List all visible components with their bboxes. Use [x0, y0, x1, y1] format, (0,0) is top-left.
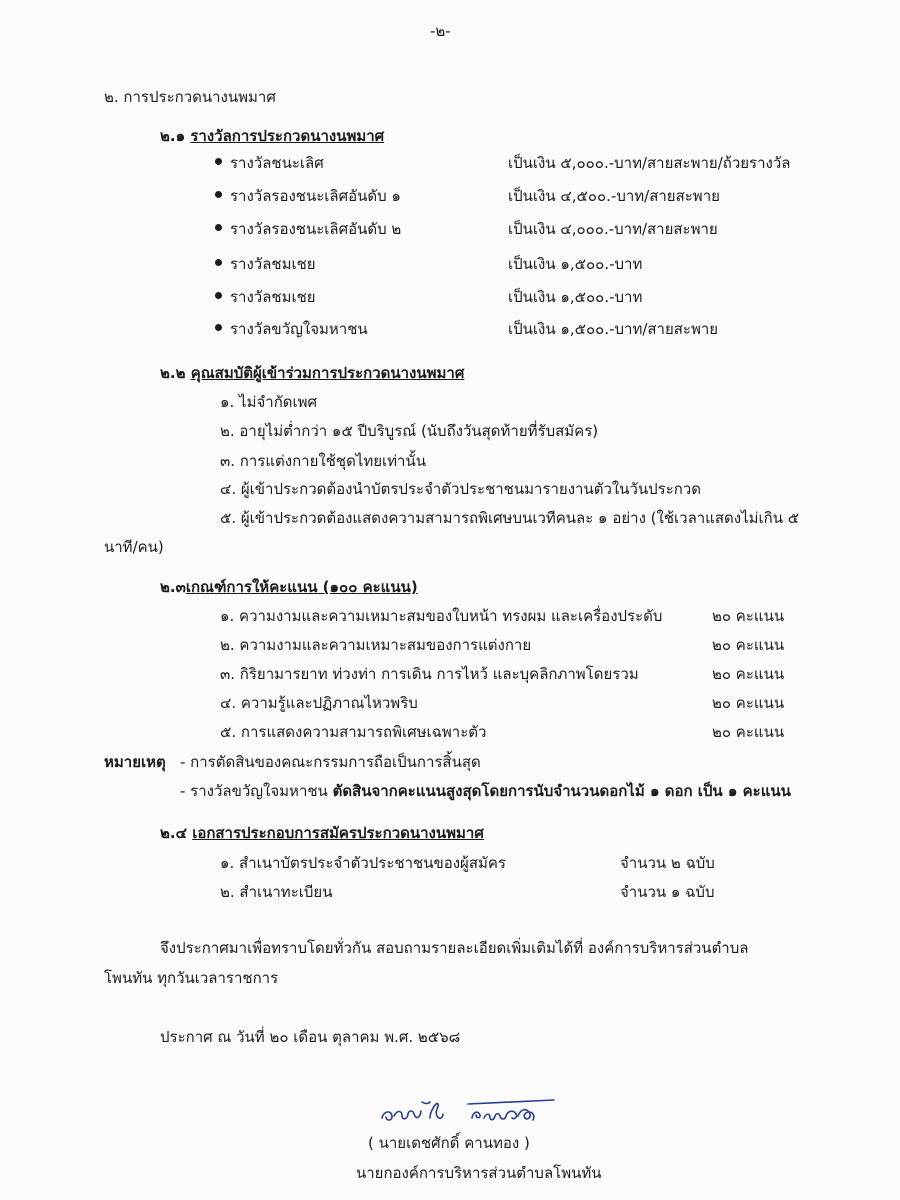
qualification-item-continued: นาที/คน) — [104, 538, 164, 556]
remarks-line-2-plain: - รางวัลขวัญใจมหาชน — [180, 782, 333, 800]
closing-line-2: โพนทัน ทุกวันเวลาราชการ — [104, 969, 279, 987]
prize-item — [215, 153, 324, 173]
bullet-icon — [215, 324, 222, 331]
prize-item — [215, 254, 316, 274]
page-number: -๒- — [430, 22, 451, 40]
prize-label: รางวัลขวัญใจมหาชน — [230, 320, 368, 338]
qualifications-heading — [160, 363, 464, 383]
prize-label: รางวัลชมเชย — [230, 288, 316, 306]
heading-text: รางวัลการประกวดนางนพมาศ — [190, 127, 385, 145]
document-label: ๑. สำเนาบัตรประจำตัวประชาชนของผู้สมัคร — [220, 854, 506, 872]
remarks-label: หมายเหตุ — [104, 753, 166, 771]
closing-line-1: จึงประกาศมาเพื่อทราบโดยทั่วกัน สอบถามรายละเอียดเพิ่มเติมได้ที่ องค์การบริหารส่วนตำบล — [160, 939, 749, 957]
bullet-icon — [215, 191, 222, 198]
prize-item — [215, 287, 316, 307]
prize-value: เป็นเงิน ๑,๕๐๐.-บาท/สายสะพาย — [508, 320, 719, 338]
criteria-score: ๒๐ คะแนน — [712, 636, 785, 654]
qualification-item: ๕. ผู้เข้าประกวดต้องแสดงความสามารถพิเศษบนเวทีคนละ ๑ อย่าง (ใช้เวลาแสดงไม่เกิน ๕ — [220, 509, 800, 527]
criteria-label: ๒. ความงามและความเหมาะสมของการแต่งกาย — [220, 636, 532, 654]
scoring-heading — [160, 577, 418, 597]
remarks-line-2-bold: ตัดสินจากคะแนนสูงสุดโดยการนับจำนวนดอกไม้ ๑ ดอก เป็น ๑ คะแนน — [332, 782, 791, 800]
documents-heading — [160, 823, 484, 843]
qualification-item: ๑. ไม่จำกัดเพศ — [220, 393, 318, 411]
criteria-label: ๔. ความรู้และปฏิภาณไหวพริบ — [220, 694, 418, 712]
signatory-name: ( นายเดชศักดิ์ คานทอง ) — [368, 1134, 530, 1152]
prize-label: รางวัลชมเชย — [230, 255, 316, 273]
criteria-label: ๓. กิริยามารยาท ท่วงท่า การเดิน การไหว้ และบุคลิกภาพโดยรวม — [220, 665, 639, 683]
heading-number: ๒.๑ — [160, 127, 186, 145]
criteria-score: ๒๐ คะแนน — [712, 694, 785, 712]
qualification-item: ๓. การแต่งกายใช้ชุดไทยเท่านั้น — [220, 452, 426, 470]
criteria-score: ๒๐ คะแนน — [712, 607, 785, 625]
heading-number: ๒.๒ — [160, 364, 186, 382]
prize-value: เป็นเงิน ๕,๐๐๐.-บาท/สายสะพาย/ถ้วยรางวัล — [508, 154, 791, 172]
prize-value: เป็นเงิน ๑,๕๐๐.-บาท — [508, 288, 643, 306]
signature-icon — [378, 1096, 558, 1126]
document-label: ๒. สำเนาทะเบียน — [220, 883, 333, 901]
heading-number: ๒.๓ — [160, 578, 186, 596]
bullet-icon — [215, 259, 222, 266]
criteria-label: ๑. ความงามและความเหมาะสมของใบหน้า ทรงผม และเครื่องประดับ — [220, 607, 663, 625]
remarks-line-2 — [180, 781, 791, 801]
criteria-score: ๒๐ คะแนน — [712, 723, 785, 741]
qualification-item: ๒. อายุไม่ต่ำกว่า ๑๕ ปีบริบูรณ์ (นับถึงวันสุดท้ายที่รับสมัคร) — [220, 422, 599, 440]
bullet-icon — [215, 224, 222, 231]
criteria-score: ๒๐ คะแนน — [712, 665, 785, 683]
prize-label: รางวัลรองชนะเลิศอันดับ ๑ — [230, 187, 401, 205]
prize-item — [215, 319, 368, 339]
prize-value: เป็นเงิน ๔,๕๐๐.-บาท/สายสะพาย — [508, 187, 720, 205]
bullet-icon — [215, 158, 222, 165]
prize-value: เป็นเงิน ๑,๕๐๐.-บาท — [508, 255, 643, 273]
prize-item — [215, 219, 401, 239]
prize-item — [215, 186, 401, 206]
signatory-position: นายกองค์การบริหารส่วนตำบลโพนทัน — [356, 1164, 602, 1182]
section-title: ๒. การประกวดนางนพมาศ — [104, 88, 276, 106]
prizes-heading — [160, 126, 384, 146]
qualification-item: ๔. ผู้เข้าประกวดต้องนำบัตรประจำตัวประชาชนมารายงานตัวในวันประกวด — [220, 480, 701, 498]
document-qty: จำนวน ๑ ฉบับ — [620, 883, 715, 901]
announcement-date: ประกาศ ณ วันที่ ๒๐ เดือน ตุลาคม พ.ศ. ๒๕๖๘ — [160, 1028, 461, 1046]
prize-label: รางวัลรองชนะเลิศอันดับ ๒ — [230, 220, 402, 238]
document-qty: จำนวน ๒ ฉบับ — [620, 854, 715, 872]
heading-text: เกณฑ์การให้คะแนน (๑๐๐ คะแนน) — [185, 578, 418, 596]
bullet-icon — [215, 292, 222, 299]
heading-text: เอกสารประกอบการสมัครประกวดนางนพมาศ — [192, 824, 484, 842]
remarks-line-1: - การตัดสินของคณะกรรมการถือเป็นการสิ้นสุด — [180, 753, 481, 771]
prize-label: รางวัลชนะเลิศ — [230, 154, 324, 172]
heading-text: คุณสมบัติผู้เข้าร่วมการประกวดนางนพมาศ — [190, 364, 465, 382]
criteria-label: ๕. การแสดงความสามารถพิเศษเฉพาะตัว — [220, 723, 487, 741]
heading-number: ๒.๔ — [160, 824, 187, 842]
prize-value: เป็นเงิน ๔,๐๐๐.-บาท/สายสะพาย — [508, 220, 718, 238]
